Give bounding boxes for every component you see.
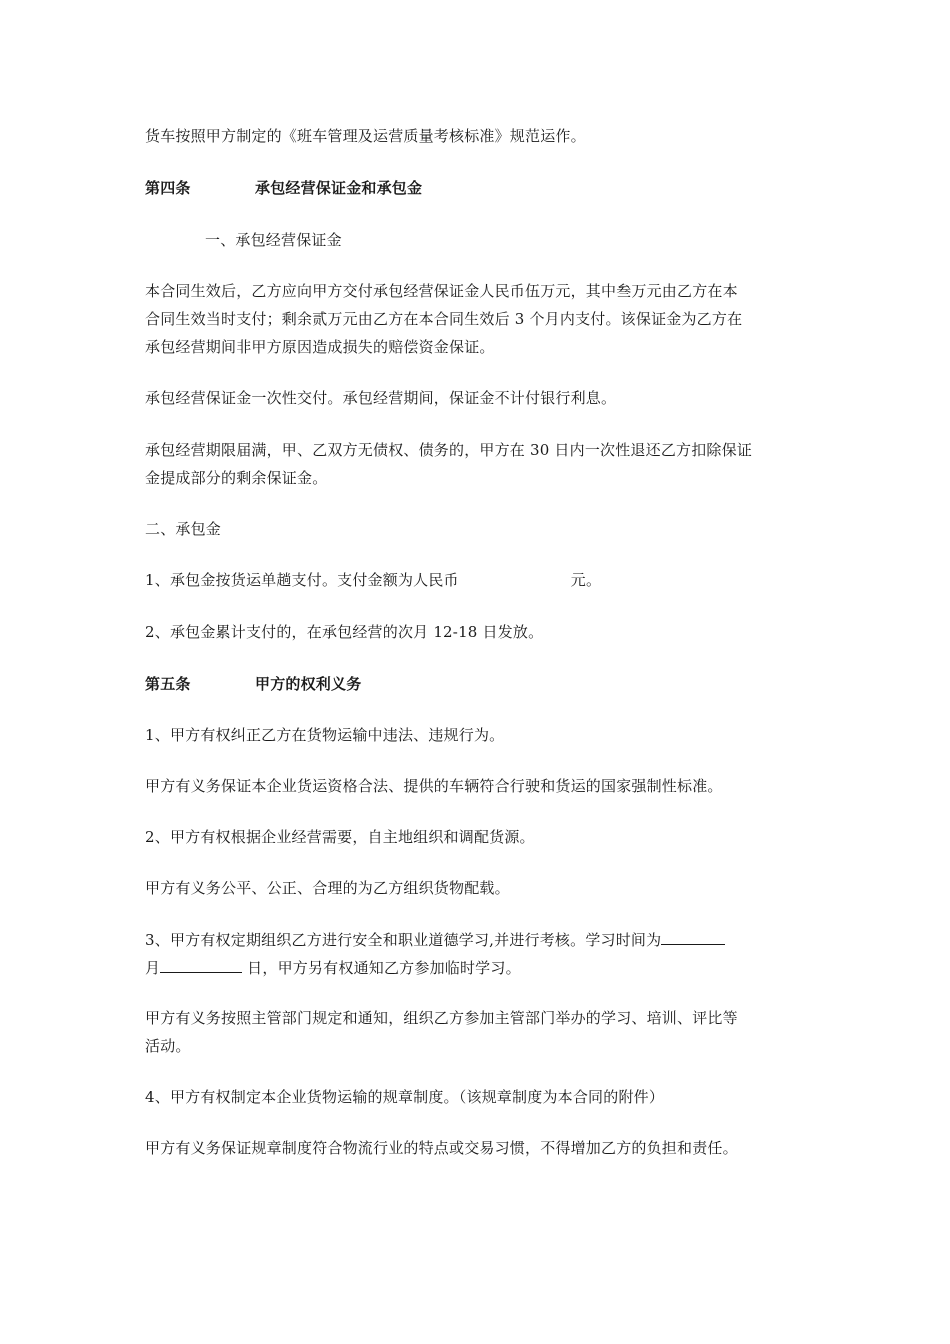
right-3-month: 月 [145,959,161,977]
right-4: 4、甲方有权制定本企业货物运输的规章制度。（该规章制度为本合同的附件） [145,1088,665,1106]
item-fee-amount-unit: 元。 [570,571,602,589]
article-5-heading [145,674,361,694]
duty-2: 甲方有义务公平、公正、合理的为乙方组织货物配载。 [145,879,510,897]
duty-4: 甲方有义务保证规章制度符合物流行业的特点或交易习惯，不得增加乙方的负担和责任。 [145,1139,738,1157]
duty-3-line-1: 甲方有义务按照主管部门规定和通知，组织乙方参加主管部门举办的学习、培训、评比等 [145,1009,738,1027]
paragraph-operation-standard: 货车按照甲方制定的《班车管理及运营质量考核标准》规范运作。 [145,127,586,145]
study-time-blank-2 [160,958,242,973]
duty-1: 甲方有义务保证本企业货运资格合法、提供的车辆符合行驶和货运的国家强制性标准。 [145,777,723,795]
item-fee-payment-date: 2、承包金累计支付的，在承包经营的次月 12-18 日发放。 [145,623,544,641]
item-fee-amount [145,570,601,590]
right-1: 1、甲方有权纠正乙方在货物运输中违法、违规行为。 [145,726,505,744]
duty-3-line-2: 活动。 [145,1037,191,1055]
paragraph-deposit-payment: 承包经营保证金一次性交付。承包经营期间，保证金不计付银行利息。 [145,389,617,407]
right-3-line-1 [145,930,725,950]
right-3-text: 3、甲方有权定期组织乙方进行安全和职业道德学习,并进行考核。学习时间为 [145,931,662,949]
paragraph-deposit-line-1: 本合同生效后，乙方应向甲方交付承包经营保证金人民币伍万元，其中叁万元由乙方在本 [145,282,738,300]
paragraph-deposit-refund-line-2: 金提成部分的剩余保证金。 [145,469,328,487]
paragraph-deposit-refund-line-1: 承包经营期限届满，甲、乙双方无债权、债务的，甲方在 30 日内一次性退还乙方扣除保证 [145,441,753,459]
right-3-line-2 [145,958,521,978]
article-4-label: 第四条 [145,179,191,197]
article-4-heading [145,178,422,198]
paragraph-deposit-line-2: 合同生效当时支付；剩余贰万元由乙方在本合同生效后 3 个月内支付。该保证金为乙方在 [145,310,743,328]
study-time-blank-1 [661,930,725,945]
article-5-title: 甲方的权利义务 [255,675,362,693]
article-5-label: 第五条 [145,675,191,693]
item-fee-amount-text: 1、承包金按货运单趟支付。支付金额为人民币 [145,571,459,589]
article-4-title: 承包经营保证金和承包金 [255,179,423,197]
right-2: 2、甲方有权根据企业经营需要，自主地组织和调配货源。 [145,828,535,846]
subsection-deposit-title: 一、承包经营保证金 [205,231,342,249]
paragraph-deposit-line-3: 承包经营期间非甲方原因造成损失的赔偿资金保证。 [145,338,495,356]
subsection-contract-fee-title: 二、承包金 [145,520,222,538]
right-3-rest: 日，甲方另有权通知乙方参加临时学习。 [242,959,521,977]
